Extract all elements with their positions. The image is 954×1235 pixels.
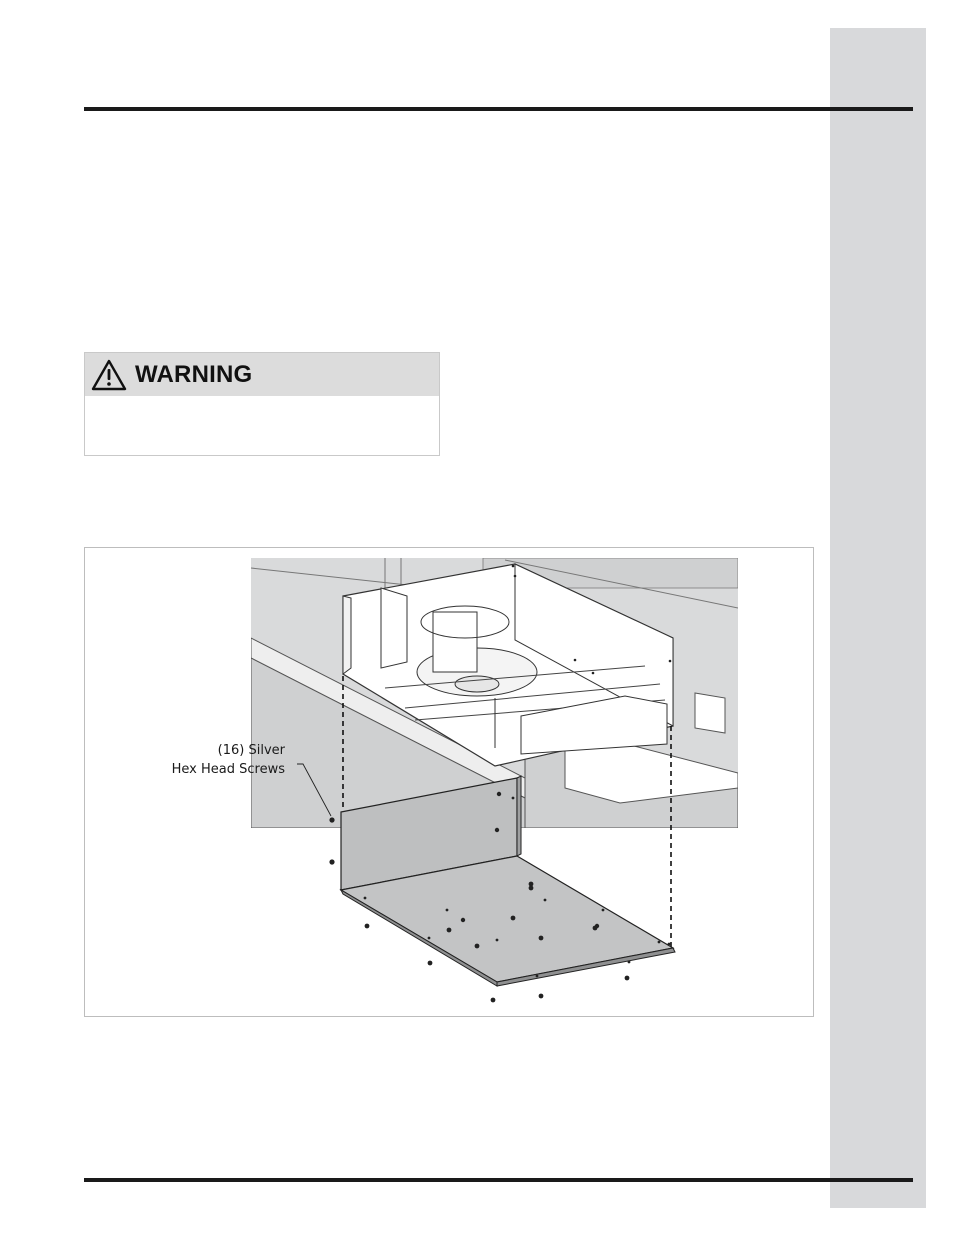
header-rule <box>84 107 913 111</box>
hood-diagram <box>85 548 814 1017</box>
footer-rule <box>84 1178 913 1182</box>
warning-body <box>85 396 439 456</box>
warning-header <box>85 353 439 396</box>
warning-title: WARNING <box>135 360 253 388</box>
side-tab <box>830 28 926 1208</box>
callout-line-1: (16) Silver <box>217 743 285 758</box>
warning-triangle-icon <box>91 359 127 391</box>
callout-line-2: Hex Head Screws <box>171 762 285 777</box>
installation-figure <box>84 547 814 1017</box>
warning-box <box>84 352 440 456</box>
screws-callout <box>172 741 285 779</box>
